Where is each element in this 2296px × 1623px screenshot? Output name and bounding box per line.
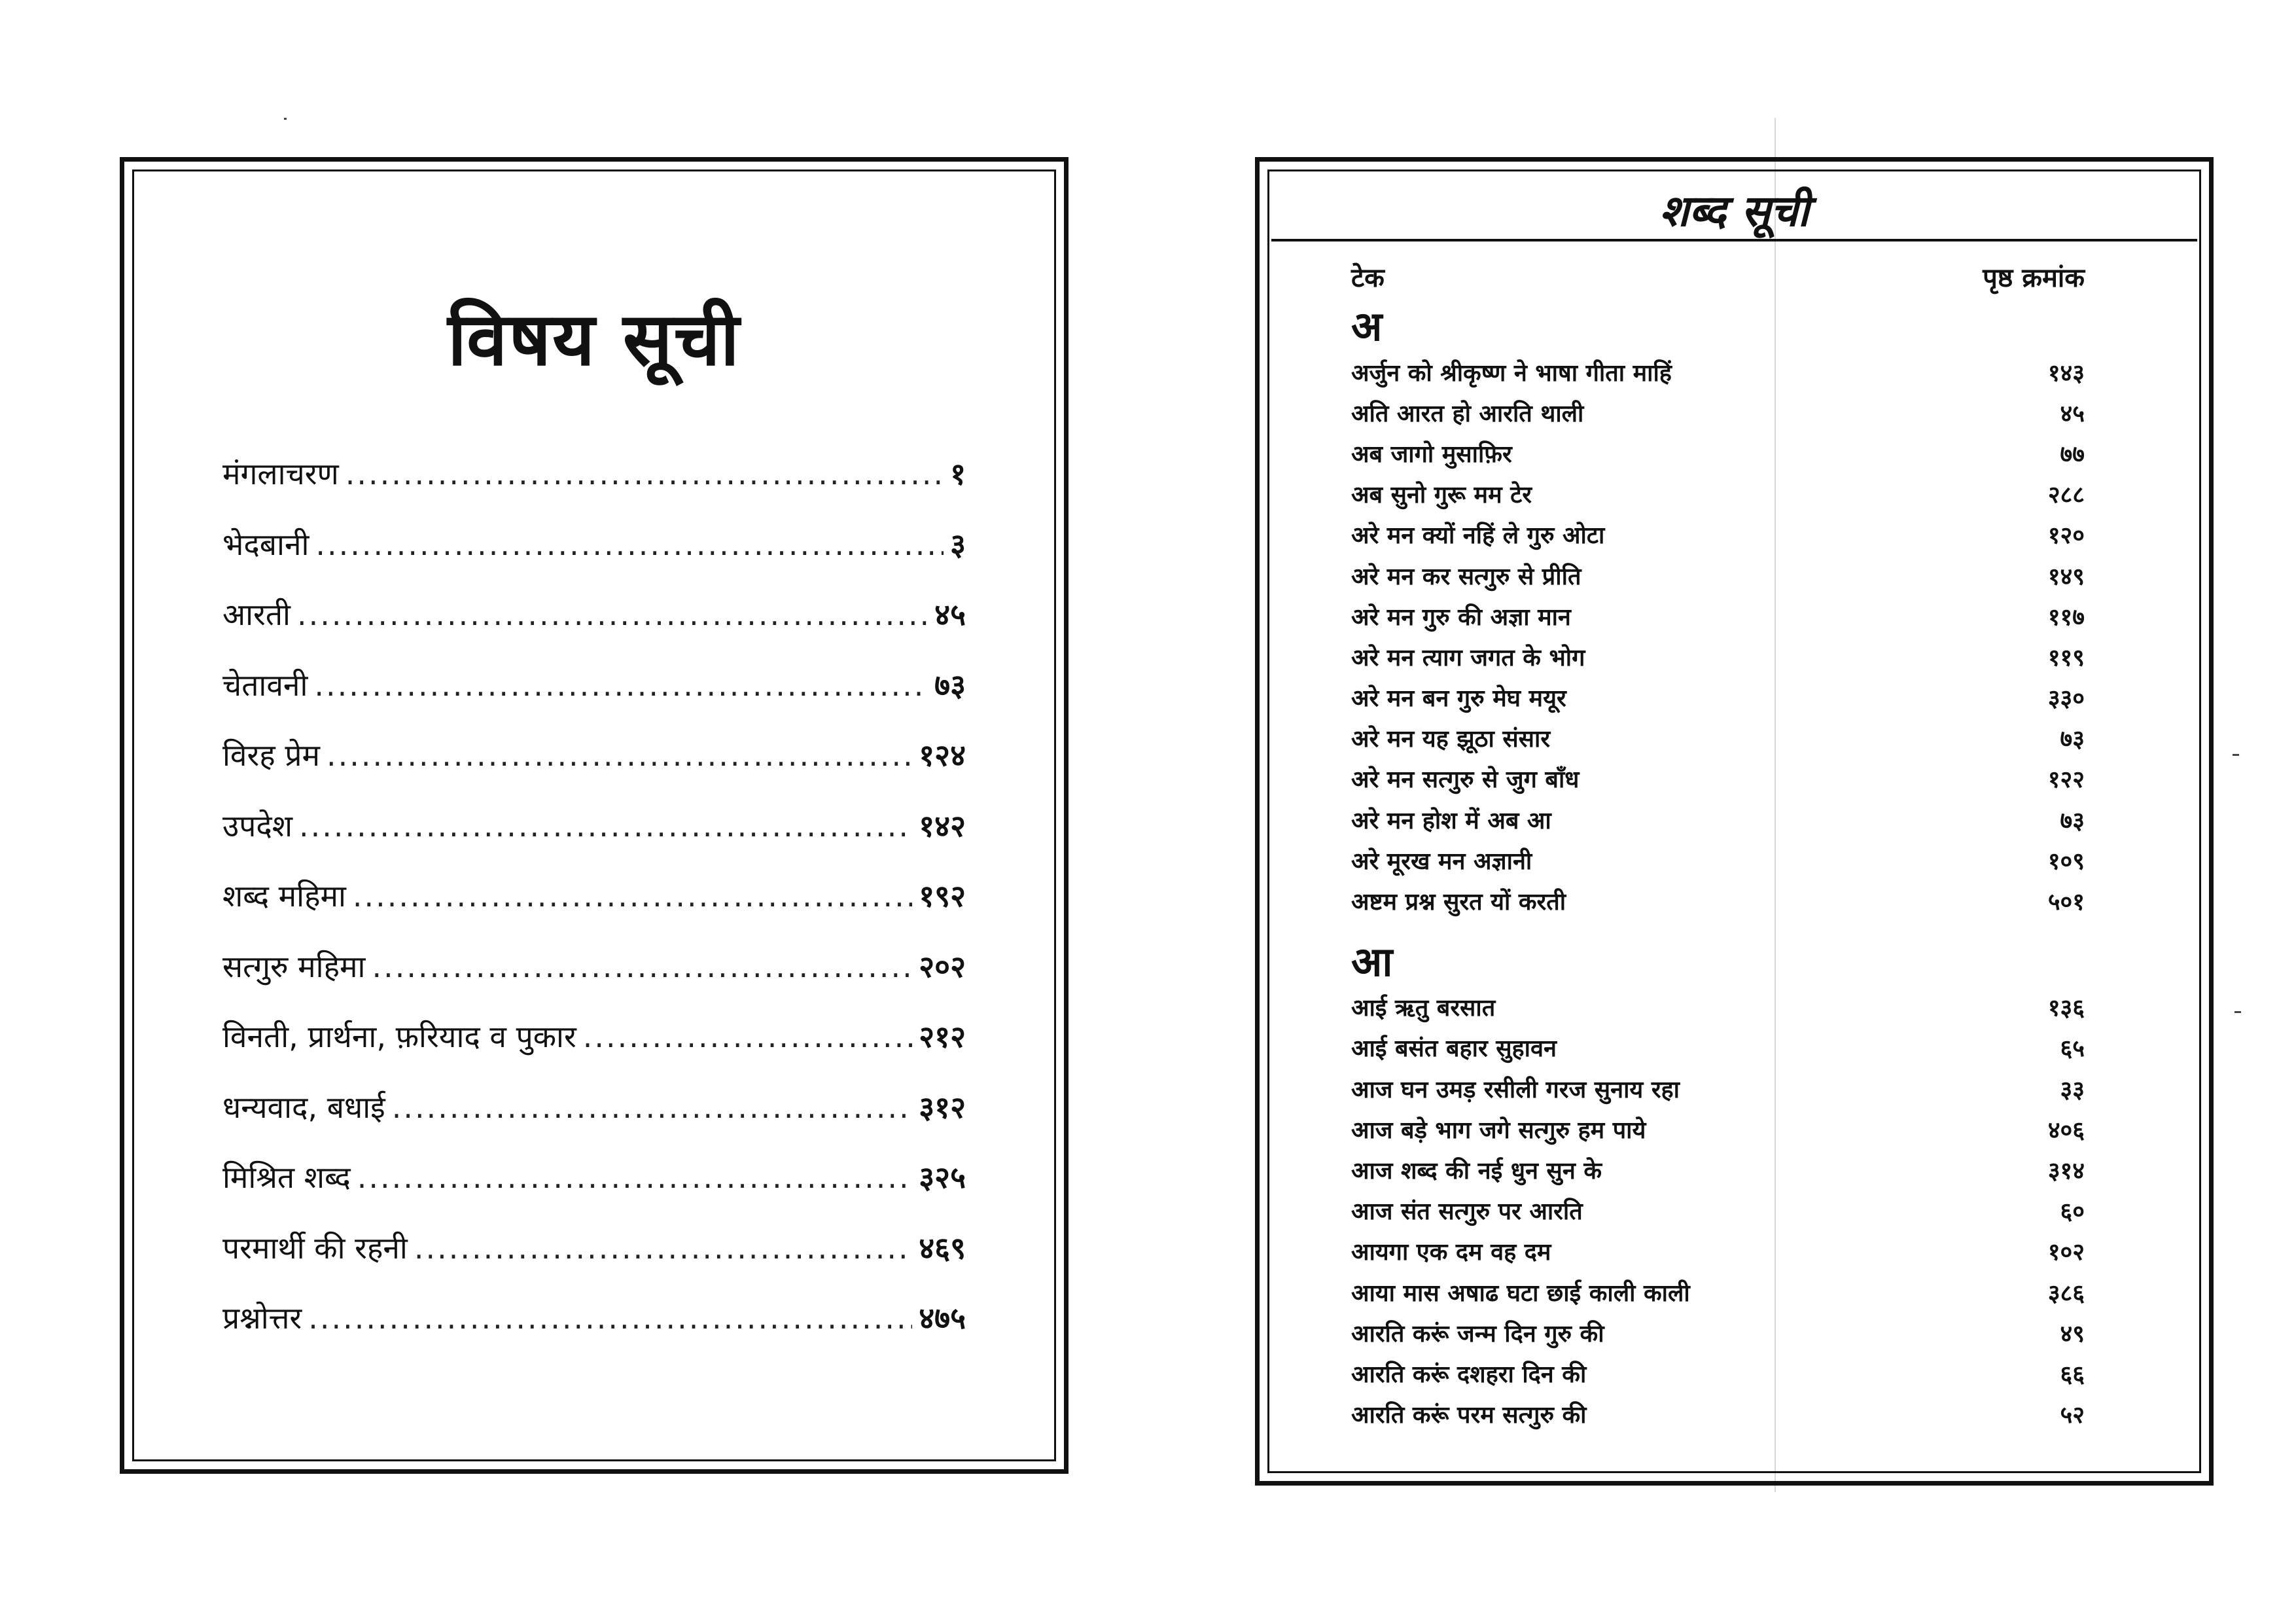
entry-text: अरे मन त्याग जगत के भोग <box>1351 644 1585 671</box>
column-header-page: पृष्ठ क्रमांक <box>1983 262 2085 293</box>
index-entry <box>1351 758 2085 799</box>
toc-label: चेतावनी <box>222 667 308 703</box>
index-entry <box>1351 596 2085 636</box>
leader-dots <box>315 527 944 562</box>
toc-row <box>222 1086 966 1157</box>
index-entry <box>1351 718 2085 758</box>
entry-page-number: ४५ <box>2060 400 2085 427</box>
toc-label: शब्द महिमा <box>222 878 346 914</box>
index-entry <box>1351 1272 2085 1312</box>
entry-page-number: ४०६ <box>2047 1116 2085 1144</box>
index-entry <box>1351 1109 2085 1149</box>
index-entry <box>1351 1068 2085 1109</box>
toc-page-number: ४७५ <box>919 1300 966 1336</box>
index-entry <box>1351 1149 2085 1190</box>
toc-row <box>222 1156 966 1227</box>
entry-page-number: ३३० <box>2047 685 2085 713</box>
index-entry <box>1351 1312 2085 1353</box>
index-entry <box>1351 636 2085 677</box>
entry-text: आरति करूं जन्म दिन गुरु की <box>1351 1320 1604 1347</box>
entry-text: अरे मन सत्गुरु से जुग बाँध <box>1351 766 1580 794</box>
toc-row <box>222 1016 966 1086</box>
section-gap <box>1351 921 2085 935</box>
toc-label: परमार्थी की रहनी <box>222 1230 408 1266</box>
entry-page-number: ६५ <box>2060 1035 2085 1063</box>
toc-page-number: १२४ <box>919 738 966 773</box>
toc-page-number: ४५ <box>934 597 966 632</box>
entry-page-number: ३८६ <box>2047 1279 2085 1307</box>
toc-page-number: ७३ <box>934 667 966 703</box>
entry-text: आज शब्द की नई धुन सुन के <box>1351 1157 1602 1185</box>
index-entry <box>1351 987 2085 1027</box>
entry-text: आई बसंत बहार सुहावन <box>1351 1035 1557 1063</box>
entry-text: आरति करूं परम सत्गुरु की <box>1351 1402 1587 1429</box>
index-entry <box>1351 840 2085 880</box>
entry-page-number: ५२ <box>2060 1402 2085 1429</box>
entry-page-number: १०२ <box>2047 1239 2085 1266</box>
leader-dots <box>299 808 912 844</box>
leader-dots <box>314 668 928 703</box>
entry-text: अर्जुन को श्रीकृष्ण ने भाषा गीता माहिं <box>1351 359 1672 387</box>
title-divider <box>1271 239 2197 241</box>
toc-label: विरह प्रेम <box>222 738 321 773</box>
entry-text: आरति करूं दशहरा दिन की <box>1351 1361 1587 1388</box>
entry-page-number: ७३ <box>2060 807 2085 834</box>
column-header-tek: टेक <box>1351 262 1385 293</box>
entry-page-number: ७७ <box>2060 440 2085 468</box>
entry-page-number: २८८ <box>2047 482 2085 509</box>
toc-label: सत्गुरु महिमा <box>222 948 366 984</box>
index-entry <box>1351 1353 2085 1393</box>
entry-text: अब जागो मुसाफ़िर <box>1351 440 1512 468</box>
leader-dots <box>414 1230 912 1266</box>
leader-dots <box>345 456 944 491</box>
entry-page-number: ४९ <box>2060 1320 2085 1347</box>
index-entry <box>1351 677 2085 718</box>
entry-text: आज बड़े भाग जगे सत्गुरु हम पाये <box>1351 1116 1646 1144</box>
scan-speck <box>284 118 287 120</box>
leader-dots <box>327 738 912 773</box>
leader-dots <box>357 1160 912 1195</box>
entry-page-number: १०९ <box>2047 847 2085 875</box>
leader-dots <box>308 1300 912 1336</box>
index-entry <box>1351 1190 2085 1231</box>
toc-row <box>222 875 966 946</box>
entry-text: आया मास अषाढ घटा छाई काली काली <box>1351 1279 1690 1307</box>
hymn-index-page <box>1255 157 2214 1486</box>
toc-label: प्रश्नोत्तर <box>222 1300 302 1336</box>
entry-text: अब सुनो गुरू मम टेर <box>1351 482 1532 509</box>
index-entry <box>1351 1394 2085 1435</box>
leader-dots <box>583 1019 912 1054</box>
toc-page-number: १४२ <box>919 808 966 844</box>
entry-text: अष्टम प्रश्न सुरत यों करती <box>1351 889 1566 916</box>
entry-text: आज संत सत्गुरु पर आरति <box>1351 1198 1583 1226</box>
toc-row <box>222 453 966 524</box>
entry-page-number: १३६ <box>2047 995 2085 1022</box>
entry-page-number: ३१४ <box>2047 1157 2085 1185</box>
index-entry <box>1351 1027 2085 1068</box>
entry-page-number: ११७ <box>2047 603 2085 631</box>
index-entry <box>1351 474 2085 514</box>
entry-text: आई ऋतु बरसात <box>1351 995 1496 1022</box>
toc-label: मंगलाचरण <box>222 456 339 491</box>
toc-row <box>222 594 966 664</box>
toc-label: उपदेश <box>222 808 293 844</box>
toc-row <box>222 524 966 594</box>
entry-page-number: ३३ <box>2060 1076 2085 1103</box>
entry-text: अरे मन होश में अब आ <box>1351 807 1551 834</box>
leader-dots <box>392 1090 912 1125</box>
leader-dots <box>353 878 912 914</box>
index-entry <box>1351 799 2085 840</box>
entry-page-number: ६६ <box>2060 1361 2085 1388</box>
leader-dots <box>372 949 912 984</box>
entry-page-number: ११९ <box>2047 644 2085 671</box>
entry-page-number: ६० <box>2060 1198 2085 1226</box>
toc-page-number: २१२ <box>919 1019 966 1054</box>
toc-page-number: २०२ <box>919 948 966 984</box>
toc-page-number: ३१२ <box>919 1089 966 1125</box>
page-title: शब्द सूची <box>1659 185 1809 236</box>
scan-speck <box>2234 1011 2241 1013</box>
toc-row <box>222 1297 966 1368</box>
index-body <box>1351 253 2085 1435</box>
entry-page-number: ७३ <box>2060 726 2085 753</box>
toc-row <box>222 946 966 1016</box>
index-entry <box>1351 351 2085 392</box>
toc-row <box>222 734 966 805</box>
entry-page-number: १४९ <box>2047 563 2085 590</box>
toc-list <box>222 453 966 1368</box>
entry-text: आयगा एक दम वह दम <box>1351 1239 1551 1266</box>
toc-label: धन्यवाद, बधाई <box>222 1089 385 1125</box>
subject-index-page <box>120 157 1069 1474</box>
toc-label: भेदबानी <box>222 526 309 562</box>
index-sections <box>1351 299 2085 1435</box>
toc-label: विनती, प्रार्थना, फ़रियाद व पुकार <box>222 1019 576 1054</box>
entry-text: अति आरत हो आरति थाली <box>1351 400 1584 427</box>
entry-page-number: १२० <box>2047 522 2085 550</box>
index-entry <box>1351 555 2085 596</box>
column-header <box>1351 253 2085 299</box>
index-entry <box>1351 392 2085 433</box>
index-entry <box>1351 433 2085 473</box>
entry-page-number: ५०१ <box>2047 889 2085 916</box>
entry-page-number: १२२ <box>2047 766 2085 794</box>
entry-text: अरे मन गुरु की अज्ञा मान <box>1351 603 1571 631</box>
toc-row <box>222 664 966 735</box>
section-letter: आ <box>1351 937 1393 986</box>
toc-page-number: ३ <box>950 526 966 562</box>
entry-text: आज घन उमड़ रसीली गरज सुनाय रहा <box>1351 1076 1680 1103</box>
entry-page-number: १४३ <box>2047 359 2085 387</box>
toc-page-number: ४६९ <box>919 1230 966 1266</box>
scan-speck <box>2233 754 2239 756</box>
section-letter: अ <box>1351 302 1383 350</box>
leader-dots <box>297 597 928 632</box>
toc-label: मिश्रित शब्द <box>222 1160 351 1195</box>
index-entry <box>1351 880 2085 921</box>
entry-text: अरे मन यह झूठा संसार <box>1351 726 1551 753</box>
toc-row <box>222 1227 966 1298</box>
entry-text: अरे मन बन गुरु मेघ मयूर <box>1351 685 1566 713</box>
index-entry <box>1351 514 2085 555</box>
toc-row <box>222 805 966 876</box>
entry-text: अरे मूरख मन अज्ञानी <box>1351 847 1532 875</box>
page-title: विषय सूची <box>448 296 741 382</box>
toc-page-number: १ <box>950 456 966 491</box>
toc-page-number: ३२५ <box>919 1160 966 1195</box>
toc-page-number: १९२ <box>919 878 966 914</box>
entry-text: अरे मन कर सत्गुरु से प्रीति <box>1351 563 1581 590</box>
index-entry <box>1351 1231 2085 1272</box>
toc-label: आरती <box>222 597 291 632</box>
entry-text: अरे मन क्यों नहिं ले गुरु ओटा <box>1351 522 1605 550</box>
